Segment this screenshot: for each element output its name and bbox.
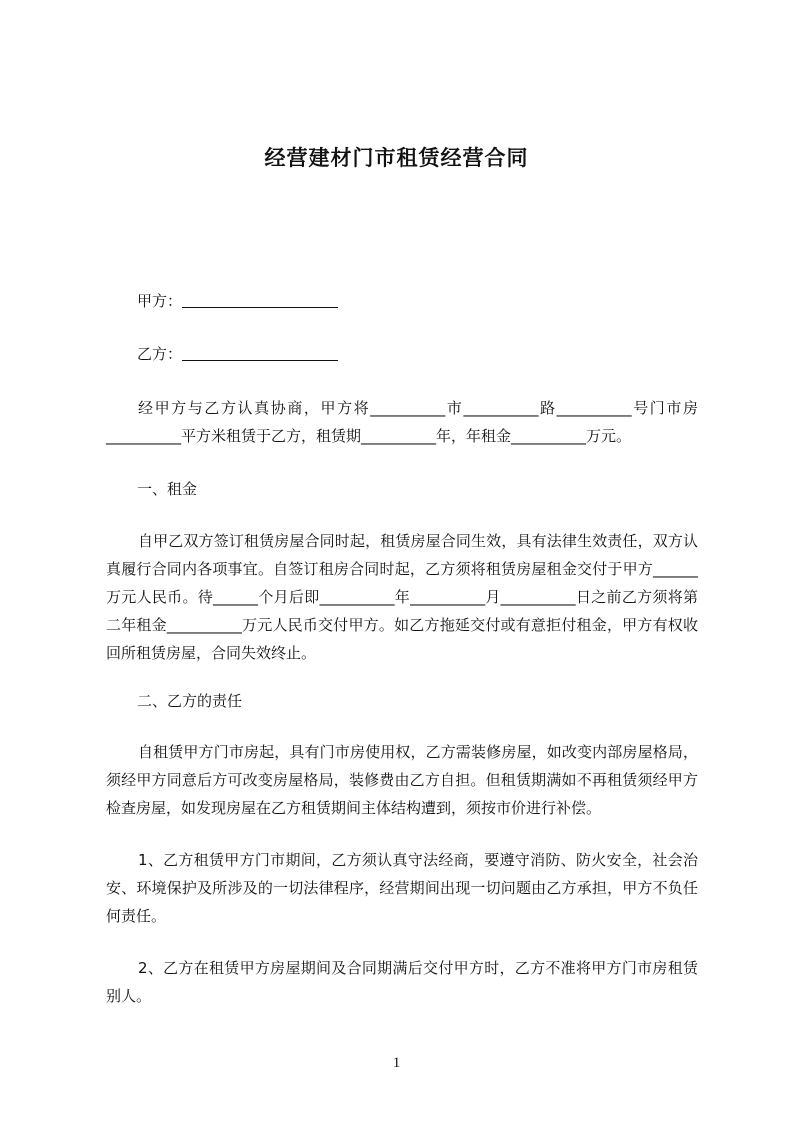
party-b-line bbox=[137, 341, 338, 367]
party-b-label: 乙方： bbox=[137, 345, 183, 363]
clause-2: 2、乙方在租赁甲方房屋期间及合同期满后交付甲方时，乙方不准将甲方门市房租赁别人。 bbox=[106, 959, 698, 1005]
section-2-heading: 二、乙方的责任 bbox=[137, 692, 243, 710]
section-1-body: 自甲乙双方签订租赁房屋合同时起，租赁房屋合同生效，具有法律生效责任，双方认真履行合同内各项事宜。自签订租房合同时起，乙方须将租赁房屋租金交付于甲方______万元人民币。待______个月后即__________年__________月__________日之前乙方须将第二年租金__________万元人民币交付甲方。如乙方拖延交付或有意拒付租金，甲方有权收回所租赁房屋，合同失效终止。 bbox=[106, 532, 698, 662]
section-2-body: 自租赁甲方门市房起，具有门市房使用权，乙方需装修房屋，如改变内部房屋格局，须经甲方同意后方可改变房屋格局，装修费由乙方自担。但租赁期满如不再租赁须经甲方检查房屋，如发现房屋在乙方租赁期间主体结构遭到，须按市价进行补偿。 bbox=[106, 743, 698, 817]
party-b-blank bbox=[182, 344, 338, 361]
section-1-heading: 一、租金 bbox=[137, 480, 198, 498]
page-number: 1 bbox=[392, 1055, 401, 1071]
intro-paragraph: 经甲方与乙方认真协商，甲方将__________市__________路__________号门市房__________平方米租赁于乙方，租赁期__________年，年租金__________万元。 bbox=[106, 399, 698, 445]
party-a-line bbox=[137, 288, 338, 314]
document-title: 经营建材门市租赁经营合同 bbox=[264, 146, 529, 170]
party-a-blank bbox=[182, 291, 338, 308]
party-a-label: 甲方： bbox=[137, 292, 183, 310]
clause-1: 1、乙方租赁甲方门市期间，乙方须认真守法经商，要遵守消防、防火安全，社会治安、环境保护及所涉及的一切法律程序，经营期间出现一切问题由乙方承担，甲方不负任何责任。 bbox=[106, 851, 698, 925]
